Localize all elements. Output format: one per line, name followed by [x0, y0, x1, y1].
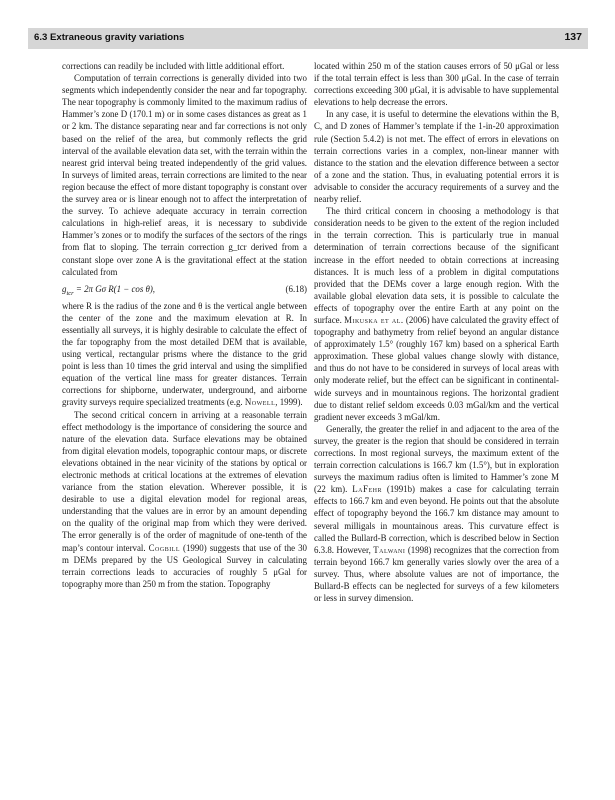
text-run: , 1999).: [275, 397, 303, 408]
paragraph: [314, 423, 559, 604]
text-run: where R is the radius of the zone and θ is the vertical angle between the center of the zone and the maximum elevation at R. In essentially all surveys, it is highly desirable to calculate the effect of the far topography from the most detailed DEM that is available, using vertical, rectangular prisms where the distance to the grid point is less than 10 times the grid interval and using the simplified equation of the vertical line mass for greater distances. Terrain corrections for shipborne, underwater, underground, and airborne gravity surveys require specialized treatments (e.g.: [62, 300, 307, 408]
paragraph: located within 250 m of the station causes errors of 50 μGal or less if the total terrain effect is less than 300 μGal. In the case of terrain corrections exceeding 300 μGal, it is advisable to have supplemental elevations to help decrease the errors.: [314, 61, 559, 108]
paragraph: Computation of terrain corrections is generally divided into two segments which independently consider the near and far topography. The near topography is commonly limited to the maximum radius of Hammer’s zone D (170.1 m) or in some cases distances as great as 1 or 2 km. The distance separating near and far corrections is not only based on the relief of the area, but commonly reflects the grid interval of the available elevation data set, with the terrain within the nearest grid interval being treated independently of the grid values. In surveys of limited areas, terrain corrections are limited to the near region because the effect of more distant topography is constant over the survey area or is linear enough not to affect the interpretation of the survey. To achieve adequate accuracy in terrain correction calculations in high-relief areas, it is necessary to subdivide Hammer’s zones or to modify the surfaces of the sectors of the rings from flat to sloping. The terrain correction g_tcr derived from a constant slope over zone A is the gravitational effect at the station calculated from: [62, 73, 307, 277]
paragraph: In any case, it is useful to determine the elevations within the B, C, and D zones of Hammer’s template if the 1-in-20 approximation rule (Section 5.4.2) is not met. The effect of errors in elevations on terrain corrections varies in a complex, non-linear manner with distance to the station and the elevation difference between a sector of a zone and the station. Thus, in evaluating potential errors it is advisable to consider the accuracy requirements of a survey and the nearby relief.: [314, 109, 559, 205]
section-title: 6.3 Extraneous gravity variations: [34, 32, 185, 43]
paragraph: [62, 300, 307, 409]
equation-symbol: g: [62, 283, 67, 294]
author-citation: Nowell: [244, 397, 276, 408]
equation-subscript: tcr: [66, 289, 74, 297]
author-citation: Cogbill: [148, 542, 181, 553]
page-number: 137: [564, 31, 582, 43]
right-column: [314, 60, 559, 604]
text-run: (1998) recognizes that the correction from terrain beyond 166.7 km generally varies slowly over the area of a survey. Thus, where absolute values are not of importance, the Bullard-B effects can be neglected for surveys of a few kilometers or less in survey dimension.: [314, 544, 560, 604]
paragraph: corrections can readily be included with little additional effort.: [62, 61, 285, 71]
author-citation: LaFehr: [352, 484, 382, 495]
equation-number: (6.18): [285, 283, 307, 294]
equation-lhs: [62, 278, 155, 305]
author-citation: Mikuska et al.: [344, 314, 404, 325]
equation-6-18: [62, 278, 307, 300]
paragraph: [314, 205, 559, 423]
author-citation: Talwani: [373, 544, 406, 555]
paragraph: [62, 409, 307, 590]
equation-rhs: = 2π Gσ R(1 − cos θ),: [73, 283, 156, 294]
left-column: [62, 60, 307, 590]
text-run: The second critical concern in arriving at a reasonable terrain effect methodology is the importance of considering the source and nature of the elevation data. Surface elevations may be obtained from digital elevation models, topographic contour maps, or discrete elevations obtained in the near vicinity of the stations by optical or electronic methods at critical locations at the extremes of elevation variance from the station elevation. Wherever possible, it is desirable to use a digital elevation model for regional areas, understanding that the values are in error by an amount depending on the quality of the original map from which they were derived. The error generally is of the order of magnitude of one-tenth of the map’s contour interval.: [62, 409, 307, 553]
text-run: (2006) have calculated the gravity effect of topography and bathymetry from relief beyond an angular distance of approximately 1.5° (roughly 167 km) based on a spherical Earth approximation. These global values change slowly with distance, and thus do not have to be considered in surveys of local areas with only moderate relief, but the effect can be significant in continental-wide surveys and in mountainous regions. The horizontal gradient due to distant relief seldom exceeds 0.03 mGal/km and the vertical gradient never exceeds 3 mGal/km.: [314, 314, 560, 422]
text-run: (1991b) makes a case for calculating terrain effects to 166.7 km and even beyond. He points out that the absolute effect of topography beyond the 166.7 km distance may amount to several milligals in mountainous areas. This curvature effect is called the Bullard-B correction, which is described below in Section 6.3.8. However,: [314, 484, 559, 555]
text-run: (1990) suggests that use of the 30 m DEMs prepared by the US Geological Survey in calculating terrain corrections leads to accuracies of roughly 5 μGal for topography more than 250 m from the station. Topography: [62, 542, 307, 589]
text-run: Generally, the greater the relief in and adjacent to the area of the survey, the greater is the region that should be considered in terrain corrections. In most regional surveys, the maximum extent of the terrain correction calculations is 166.7 km (1.5°), but in exploration surveys the maximum radius often is limited to Hammer’s zone M (22 km).: [314, 423, 559, 495]
text-run: The third critical concern in choosing a methodology is that consideration needs to be given to the extent of the region included in the terrain correction. This is particularly true in manual determination of terrain corrections because of the significant increase in the effort needed to obtain corrections at increasing distances. It is much less of a problem in digital computations provided that the DEMs cover a large enough region. With the available global elevation data sets, it is possible to calculate the effects of topography over the entire Earth at any point on the surface.: [314, 206, 559, 325]
